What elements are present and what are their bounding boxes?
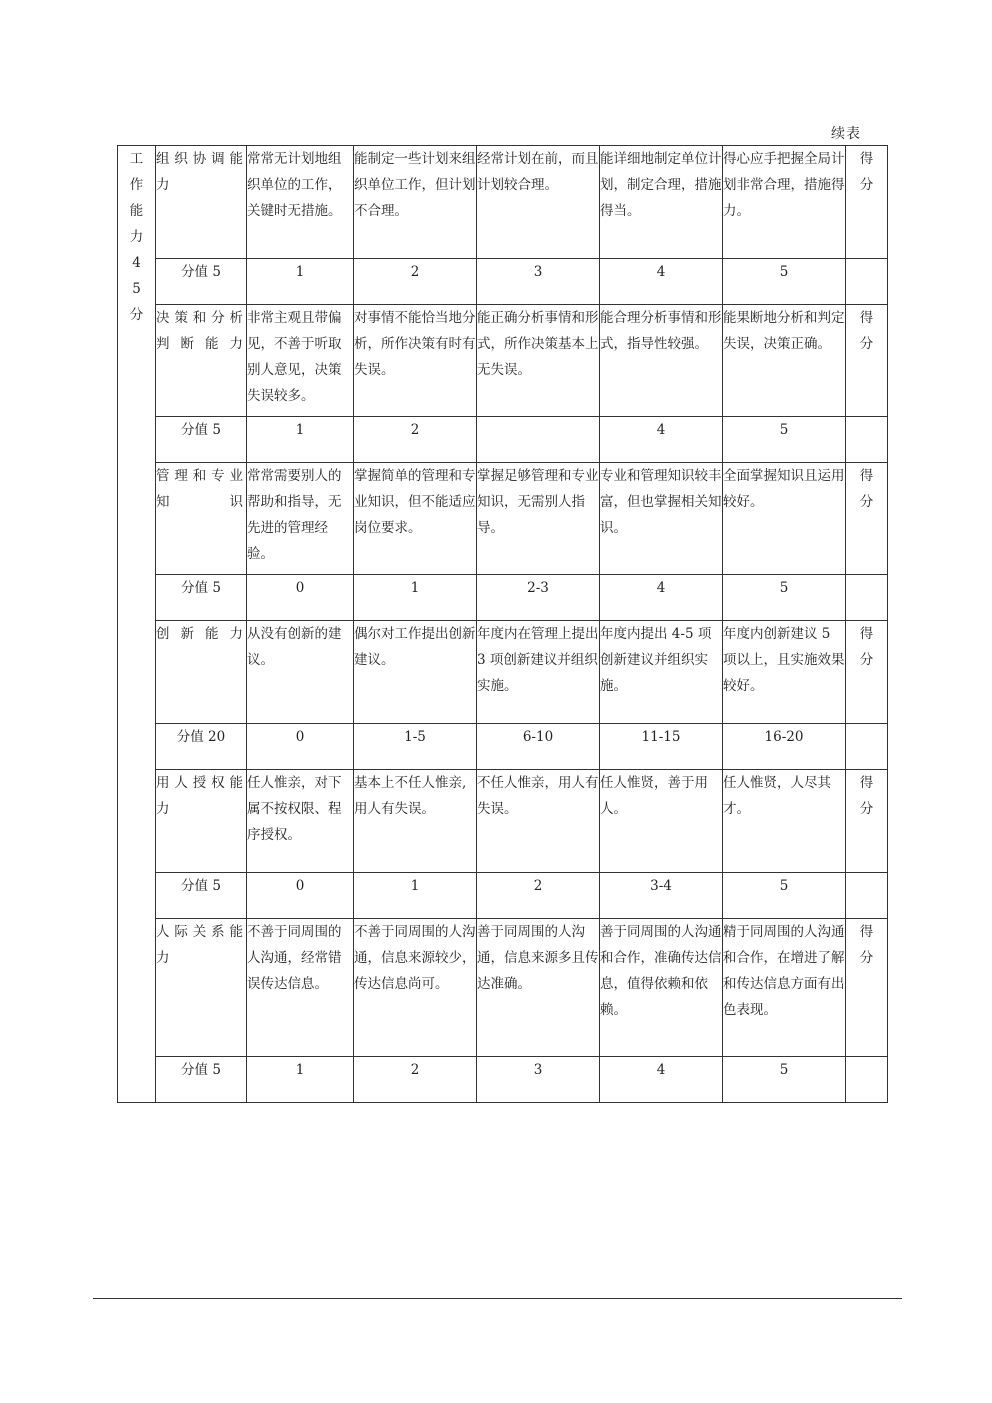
value-label: 分值 5	[156, 1057, 247, 1103]
value-cell: 0	[247, 724, 354, 770]
value-cell: 1	[247, 417, 354, 463]
level-description: 从没有创新的建议。	[247, 621, 354, 724]
level-description: 基本上不任人惟亲,用人有失误。	[354, 770, 477, 873]
level-description: 常常无计划地组织单位的工作，关键时无措施。	[247, 146, 354, 259]
table-row	[118, 305, 888, 417]
table-row	[118, 417, 888, 463]
footer-divider	[93, 1298, 902, 1299]
level-description: 掌握足够管理和专业知识，无需别人指导。	[477, 463, 600, 575]
level-description: 经常计划在前，而且计划较合理。	[477, 146, 600, 259]
value-cell: 1	[247, 259, 354, 305]
score-label: 得分	[859, 310, 874, 352]
score-cell	[846, 770, 888, 873]
value-cell: 1	[354, 575, 477, 621]
value-cell: 16-20	[723, 724, 846, 770]
score-cell	[846, 305, 888, 417]
level-description: 精于同周围的人沟通和合作，在增进了解和传达信息方面有出色表现。	[723, 919, 846, 1057]
table-row	[118, 259, 888, 305]
value-cell: 2-3	[477, 575, 600, 621]
level-description: 任人惟亲，对下属不按权限、程序授权。	[247, 770, 354, 873]
level-description: 能合理分析事情和形式，指导性较强。	[600, 305, 723, 417]
criterion-name: 人际关系能力	[156, 919, 247, 1057]
score-cell	[846, 919, 888, 1057]
value-cell: 1	[354, 873, 477, 919]
category-cell	[118, 146, 156, 1103]
level-description: 能果断地分析和判定失误，决策正确。	[723, 305, 846, 417]
table-continuation-caption: 续表	[831, 126, 861, 142]
table-row	[118, 724, 888, 770]
level-description: 不善于同周围的人沟通，经常错误传达信息。	[247, 919, 354, 1057]
value-cell: 5	[723, 259, 846, 305]
value-cell: 5	[723, 417, 846, 463]
value-cell: 0	[247, 575, 354, 621]
score-entry-cell	[846, 259, 888, 305]
score-entry-cell	[846, 575, 888, 621]
table-row	[118, 146, 888, 259]
value-cell	[477, 417, 600, 463]
level-description: 善于同周围的人沟通，信息来源多且传达准确。	[477, 919, 600, 1057]
value-cell: 2	[354, 259, 477, 305]
table-row	[118, 919, 888, 1057]
level-description: 偶尔对工作提出创新建议。	[354, 621, 477, 724]
value-cell: 2	[477, 873, 600, 919]
score-entry-cell	[846, 417, 888, 463]
value-cell: 3-4	[600, 873, 723, 919]
criterion-name: 创新能力	[156, 621, 247, 724]
table-row	[118, 873, 888, 919]
level-description: 任人惟贤，善于用人。	[600, 770, 723, 873]
level-description: 全面掌握知识且运用较好。	[723, 463, 846, 575]
table-row	[118, 575, 888, 621]
criterion-name: 管理和专业知识	[156, 463, 247, 575]
score-cell	[846, 463, 888, 575]
score-cell	[846, 146, 888, 259]
value-cell: 4	[600, 1057, 723, 1103]
score-label: 得分	[859, 626, 874, 668]
score-label: 得分	[859, 151, 874, 193]
value-cell: 1	[247, 1057, 354, 1103]
evaluation-table	[117, 145, 888, 1103]
table-row	[118, 463, 888, 575]
level-description: 年度内在管理上提出 3 项创新建议并组织实施。	[477, 621, 600, 724]
value-label: 分值 5	[156, 417, 247, 463]
value-label: 分值 5	[156, 259, 247, 305]
table-row	[118, 770, 888, 873]
level-description: 常常需要别人的帮助和指导，无先进的管理经验。	[247, 463, 354, 575]
score-label: 得分	[859, 468, 874, 510]
value-cell: 2	[354, 1057, 477, 1103]
value-cell: 2	[354, 417, 477, 463]
value-cell: 4	[600, 575, 723, 621]
level-description: 能详细地制定单位计划，制定合理，措施得当。	[600, 146, 723, 259]
value-cell: 6-10	[477, 724, 600, 770]
level-description: 能制定一些计划来组织单位工作，但计划不合理。	[354, 146, 477, 259]
score-entry-cell	[846, 873, 888, 919]
level-description: 得心应手把握全局计划非常合理，措施得力。	[723, 146, 846, 259]
value-cell: 5	[723, 1057, 846, 1103]
level-description: 不任人惟亲，用人有失误。	[477, 770, 600, 873]
score-entry-cell	[846, 1057, 888, 1103]
value-cell: 5	[723, 575, 846, 621]
value-label: 分值 20	[156, 724, 247, 770]
criterion-name: 用人授权能力	[156, 770, 247, 873]
table-row	[118, 621, 888, 724]
value-cell: 3	[477, 259, 600, 305]
level-description: 非常主观且带偏见，不善于听取别人意见，决策失误较多。	[247, 305, 354, 417]
criterion-name: 决策和分析判断能力	[156, 305, 247, 417]
score-cell	[846, 621, 888, 724]
value-cell: 0	[247, 873, 354, 919]
value-label: 分值 5	[156, 575, 247, 621]
level-description: 任人惟贤，人尽其才。	[723, 770, 846, 873]
score-entry-cell	[846, 724, 888, 770]
level-description: 年度内创新建议 5 项以上，且实施效果较好。	[723, 621, 846, 724]
criterion-name: 组织协调能力	[156, 146, 247, 259]
category-label: 工作能力45分	[129, 151, 144, 323]
level-description: 掌握简单的管理和专业知识，但不能适应岗位要求。	[354, 463, 477, 575]
level-description: 专业和管理知识较丰富，但也掌握相关知识。	[600, 463, 723, 575]
value-cell: 4	[600, 417, 723, 463]
table-row	[118, 1057, 888, 1103]
level-description: 对事情不能恰当地分析，所作决策有时有失误。	[354, 305, 477, 417]
value-cell: 1-5	[354, 724, 477, 770]
value-label: 分值 5	[156, 873, 247, 919]
level-description: 不善于同周围的人沟通，信息来源较少，传达信息尚可。	[354, 919, 477, 1057]
score-label: 得分	[859, 775, 874, 817]
value-cell: 11-15	[600, 724, 723, 770]
value-cell: 5	[723, 873, 846, 919]
level-description: 年度内提出 4-5 项创新建议并组织实施。	[600, 621, 723, 724]
value-cell: 3	[477, 1057, 600, 1103]
score-label: 得分	[859, 924, 874, 966]
level-description: 能正确分析事情和形式，所作决策基本上无失误。	[477, 305, 600, 417]
level-description: 善于同周围的人沟通和合作，准确传达信息，值得依赖和依赖。	[600, 919, 723, 1057]
value-cell: 4	[600, 259, 723, 305]
